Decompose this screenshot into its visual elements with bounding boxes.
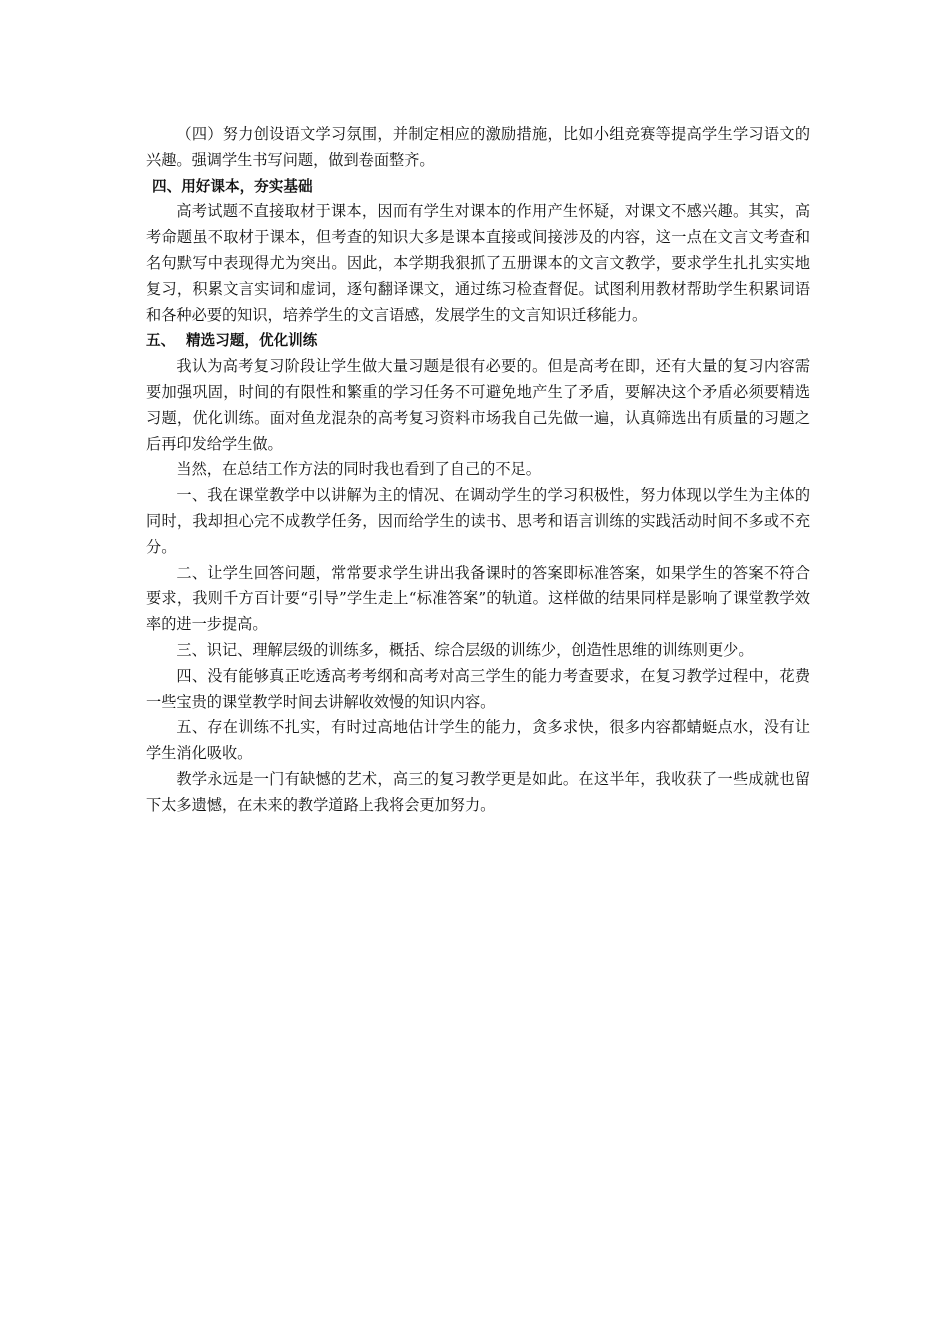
paragraph-shortcoming-4: 四、没有能够真正吃透高考考纲和高考对高三学生的能力考查要求，在复习教学过程中，花费一些宝贵的课堂教学时间去讲解收效慢的知识内容。 <box>146 666 810 711</box>
paragraph-conclusion: 教学永远是一门有缺憾的艺术，高三的复习教学更是如此。在这半年，我收获了一些成就也留下太多遗憾，在未来的教学道路上我将会更加努力。 <box>146 769 810 814</box>
paragraph-exercises: 我认为高考复习阶段让学生做大量习题是很有必要的。但是高考在即，还有大量的复习内容需要加强巩固，时间的有限性和繁重的学习任务不可避免地产生了矛盾，要解决这个矛盾必须要精选习题，优化训练。面对鱼龙混杂的高考复习资料市场我自己先做一遍，认真筛选出有质量的习题之后再印发给学生做。 <box>146 357 810 453</box>
paragraph-textbook: 高考试题不直接取材于课本，因而有学生对课本的作用产生怀疑，对课文不感兴趣。其实，高考命题虽不取材于课本，但考查的知识大多是课本直接或间接涉及的内容，这一点在文言文考查和名句默写中表现得尤为突出。因此，本学期我狠抓了五册课本的文言文教学，要求学生扎扎实实地复习，积累文言实词和虚词，逐句翻译课文，通过练习检查督促。试图利用教材帮助学生积累词语和各种必要的知识，培养学生的文言语感，发展学生的文言知识迁移能力。 <box>146 202 810 324</box>
paragraph-shortcoming-5: 五、存在训练不扎实，有时过高地估计学生的能力，贪多求快，很多内容都蜻蜓点水，没有让学生消化吸收。 <box>146 718 810 763</box>
paragraph-atmosphere: （四）努力创设语文学习氛围，并制定相应的激励措施，比如小组竞赛等提高学生学习语文的兴趣。强调学生书写问题，做到卷面整齐。 <box>146 125 810 169</box>
heading-exercises-text: 精选习题，优化训练 <box>186 332 318 350</box>
paragraph-shortcoming-3: 三、识记、理解层级的训练多，概括、综合层级的训练少，创造性思维的训练则更少。 <box>176 640 754 659</box>
heading-exercises <box>146 328 810 354</box>
paragraph-shortcoming-1: 一、我在课堂教学中以讲解为主的情况、在调动学生的学习积极性，努力体现以学生为主体的同时，我却担心完不成教学任务，因而给学生的读书、思考和语言训练的实践活动时间不多或不充分。 <box>146 486 810 556</box>
heading-exercises-number: 五、 <box>146 332 176 350</box>
paragraph-shortcoming-2: 二、让学生回答问题，常常要求学生讲出我备课时的答案即标准答案，如果学生的答案不符合要求，我则千方百计要“引导”学生走上“标准答案”的轨道。这样做的结果同样是影响了课堂教学效率的进一步提高。 <box>146 563 810 634</box>
heading-textbook: 四、用好课本，夯实基础 <box>152 177 313 195</box>
paragraph-shortcomings-intro: 当然，在总结工作方法的同时我也看到了自己的不足。 <box>176 460 541 479</box>
document-body <box>146 122 810 819</box>
